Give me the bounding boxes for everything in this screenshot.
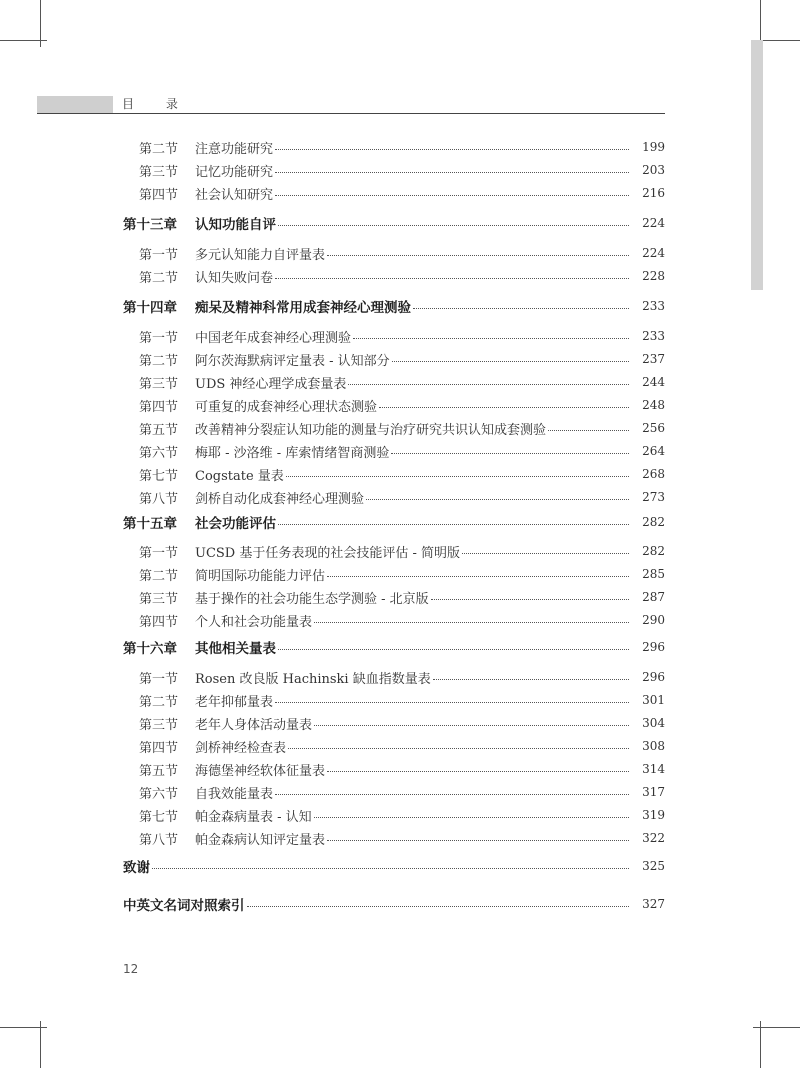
toc-page-number: 264 [642,444,665,458]
dot-leader [278,224,629,226]
toc-entry-title: 简明国际功能能力评估 [195,568,326,584]
dot-leader [247,905,630,907]
dot-leader [348,383,629,385]
toc-section-row[interactable] [0,183,800,203]
toc-page-number: 256 [642,421,665,435]
dot-leader [366,498,629,500]
page-number: 12 [123,962,139,976]
toc-entry-title: 帕金森病认知评定量表 [195,832,326,848]
toc-entry-number: 第二节 [139,353,179,369]
toc-section-row[interactable] [0,395,800,415]
toc-entry-title: 痴呆及精神科常用成套神经心理测验 [195,300,411,316]
toc-section-row[interactable] [0,541,800,561]
toc-section-row[interactable] [0,349,800,369]
toc-section-row[interactable] [0,464,800,484]
toc-entry-number: 第六节 [139,445,179,461]
toc-entry-number: 第十四章 [123,300,177,316]
toc-page-number: 308 [642,739,665,753]
toc-page-number: 304 [642,716,665,730]
toc-page-number: 224 [642,246,665,260]
toc-section-row[interactable] [0,759,800,779]
toc-page-number: 327 [642,897,665,911]
dot-leader [327,254,629,256]
toc-page-number: 248 [642,398,665,412]
toc-page-number: 301 [642,693,665,707]
toc-page-number: 228 [642,269,665,283]
header-rule [37,113,665,114]
toc-entry-title: 海德堡神经软体征量表 [195,763,326,779]
toc-page-number: 319 [642,808,665,822]
toc-entry-number: 第十六章 [123,641,177,657]
dot-leader [275,793,629,795]
toc-page-number: 233 [642,299,665,313]
toc-entry-title: 可重复的成套神经心理状态测验 [195,399,378,415]
toc-entry-number: 第一节 [139,247,179,263]
toc-page-number: 296 [642,640,665,654]
dot-leader [288,747,629,749]
toc-entry-title: 社会功能评估 [195,516,276,532]
toc-entry-title: 其他相关量表 [195,641,276,657]
toc-page-number: 296 [642,670,665,684]
toc-entry-title: 记忆功能研究 [195,164,274,180]
toc-entry-number: 第四节 [139,187,179,203]
dot-leader [314,816,629,818]
toc-page-number: 244 [642,375,665,389]
dot-leader [462,552,629,554]
toc-entry-title: UDS 神经心理学成套量表 [195,376,347,392]
dot-leader [433,678,629,680]
toc-page-number: 285 [642,567,665,581]
toc-page-number: 233 [642,329,665,343]
toc-entry-title: 个人和社会功能量表 [195,614,313,630]
toc-entry-title: 认知失败问卷 [195,270,274,286]
crop-mark-bottom-left-v [40,1021,41,1068]
dot-leader [353,337,629,339]
toc-entry-number: 第一节 [139,330,179,346]
toc-section-row[interactable] [0,372,800,392]
dot-leader [286,475,629,477]
toc-section-row[interactable] [0,266,800,286]
toc-entry-title: 多元认知能力自评量表 [195,247,326,263]
toc-entry-number: 第二节 [139,270,179,286]
dot-leader [275,194,629,196]
toc-backmatter-row[interactable] [0,856,800,876]
toc-page-number: 199 [642,140,665,154]
toc-entry-number: 第八节 [139,832,179,848]
toc-section-row[interactable] [0,487,800,507]
dot-leader [327,770,629,772]
toc-entry-number: 第二节 [139,694,179,710]
toc-entry-number: 第一节 [139,671,179,687]
toc-entry-title: 老年抑郁量表 [195,694,274,710]
toc-entry-title: 老年人身体活动量表 [195,717,313,733]
toc-section-row[interactable] [0,587,800,607]
toc-section-row[interactable] [0,564,800,584]
running-header-title: 目 录 [122,97,192,111]
dot-leader [275,148,629,150]
toc-entry-number: 第三节 [139,376,179,392]
toc-entry-title: 基于操作的社会功能生态学测验 - 北京版 [195,591,429,607]
toc-section-row[interactable] [0,160,800,180]
toc-entry-number: 第四节 [139,399,179,415]
dot-leader [379,406,629,408]
toc-entry-title: 剑桥自动化成套神经心理测验 [195,491,365,507]
toc-section-row[interactable] [0,667,800,687]
toc-page-number: 224 [642,216,665,230]
dot-leader [314,724,629,726]
toc-entry-number: 第二节 [139,141,179,157]
toc-entry-number: 第三节 [139,164,179,180]
toc-page-number: 268 [642,467,665,481]
toc-page-number: 216 [642,186,665,200]
toc-entry-number: 第七节 [139,809,179,825]
toc-section-row[interactable] [0,736,800,756]
toc-chapter-row[interactable] [0,637,800,657]
toc-page-number: 282 [642,515,665,529]
toc-section-row[interactable] [0,828,800,848]
toc-entry-title: Rosen 改良版 Hachinski 缺血指数量表 [195,671,431,687]
toc-entry-number: 第四节 [139,740,179,756]
crop-mark-bottom-right-v [760,1021,761,1068]
toc-section-row[interactable] [0,782,800,802]
toc-section-row[interactable] [0,137,800,157]
toc-entry-number: 第五节 [139,763,179,779]
toc-entry-number: 第七节 [139,468,179,484]
toc-page-number: 325 [642,859,665,873]
toc-page-number: 273 [642,490,665,504]
toc-entry-number: 第四节 [139,614,179,630]
dot-leader [391,452,629,454]
toc-entry-title: 中国老年成套神经心理测验 [195,330,352,346]
toc-page-number: 290 [642,613,665,627]
dot-leader [327,839,629,841]
dot-leader [152,867,629,869]
toc-section-row[interactable] [0,805,800,825]
toc-section-row[interactable] [0,243,800,263]
dot-leader [431,598,629,600]
toc-entry-number: 第一节 [139,545,179,561]
toc-entry-number: 第六节 [139,786,179,802]
toc-backmatter-row[interactable] [0,894,800,914]
dot-leader [278,523,629,525]
toc-page-number: 317 [642,785,665,799]
dot-leader [548,429,629,431]
toc-page-number: 237 [642,352,665,366]
dot-leader [278,648,629,650]
toc-entry-number: 第五节 [139,422,179,438]
header-shade-bar [37,96,113,113]
toc-entry-title: 注意功能研究 [195,141,274,157]
toc-section-row[interactable] [0,690,800,710]
toc-entry-title: 剑桥神经检查表 [195,740,287,756]
toc-page-number: 322 [642,831,665,845]
toc-entry-title: 梅耶 - 沙洛维 - 库索情绪智商测验 [195,445,390,461]
toc-section-row[interactable] [0,441,800,461]
toc-page-number: 203 [642,163,665,177]
dot-leader [413,307,629,309]
toc-section-row[interactable] [0,713,800,733]
toc-entry-number: 第十五章 [123,516,177,532]
dot-leader [275,171,629,173]
toc-chapter-row[interactable] [0,296,800,316]
toc-entry-number: 第三节 [139,591,179,607]
toc-entry-title: 致谢 [123,860,150,876]
toc-entry-title: 中英文名词对照索引 [123,898,245,914]
toc-entry-title: 阿尔茨海默病评定量表 - 认知部分 [195,353,390,369]
toc-page-number: 282 [642,544,665,558]
toc-section-row[interactable] [0,326,800,346]
toc-section-row[interactable] [0,418,800,438]
toc-entry-title: 自我效能量表 [195,786,274,802]
dot-leader [314,621,629,623]
dot-leader [327,575,629,577]
toc-entry-title: Cogstate 量表 [195,468,284,484]
dot-leader [275,277,629,279]
toc-page-number: 314 [642,762,665,776]
crop-mark-top-left-v [40,0,41,47]
toc-entry-title: 社会认知研究 [195,187,274,203]
toc-entry-title: 帕金森病量表 - 认知 [195,809,312,825]
dot-leader [392,360,629,362]
dot-leader [275,701,629,703]
toc-entry-title: 认知功能自评 [195,217,276,233]
toc-entry-number: 第二节 [139,568,179,584]
toc-entry-number: 第十三章 [123,217,177,233]
toc-entry-number: 第八节 [139,491,179,507]
toc-section-row[interactable] [0,610,800,630]
toc-chapter-row[interactable] [0,512,800,532]
toc-page-number: 287 [642,590,665,604]
toc-chapter-row[interactable] [0,213,800,233]
toc-entry-title: UCSD 基于任务表现的社会技能评估 - 简明版 [195,545,461,561]
toc-entry-title: 改善精神分裂症认知功能的测量与治疗研究共识认知成套测验 [195,422,547,438]
toc-entry-number: 第三节 [139,717,179,733]
